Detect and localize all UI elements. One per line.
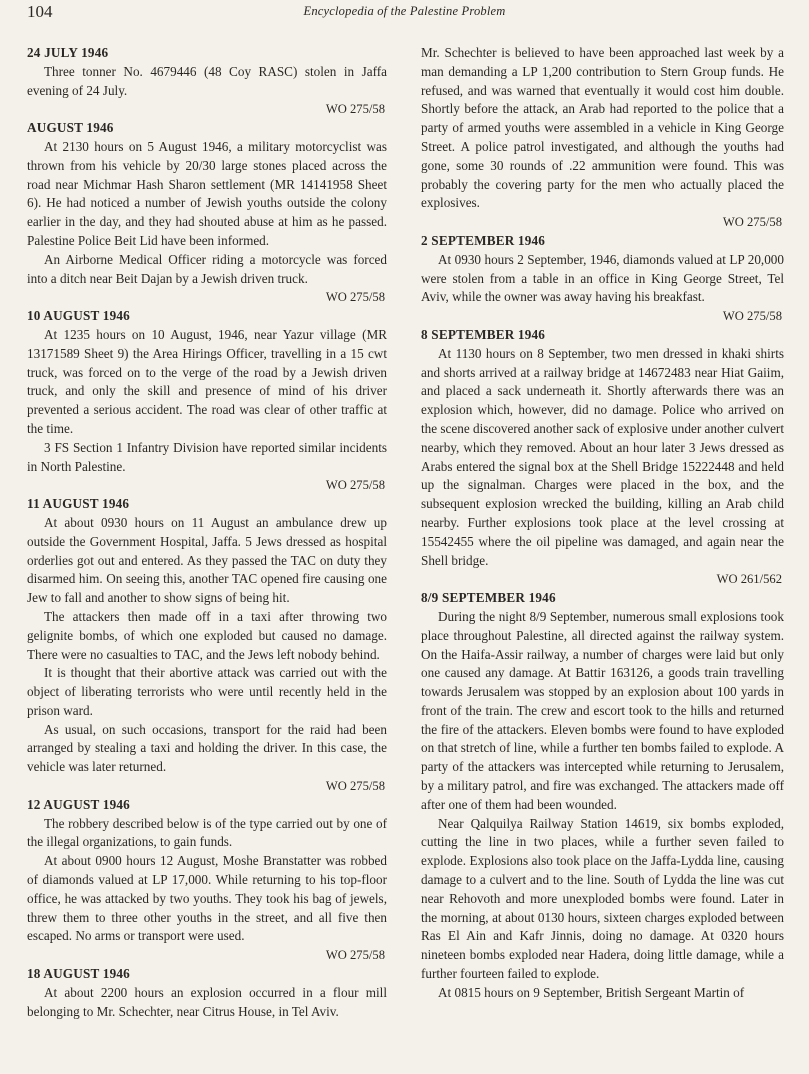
- entry-paragraph: 3 FS Section 1 Infantry Division have reported similar incidents in North Palestine.: [27, 439, 387, 474]
- entry: [27, 44, 387, 119]
- source-reference: WO 275/58: [325, 102, 385, 117]
- entry: [421, 589, 784, 1003]
- entry-heading: 24 JULY 1946: [27, 45, 109, 60]
- source-reference: WO 275/58: [325, 290, 385, 305]
- entry: [27, 965, 387, 1021]
- entry-paragraph: At about 0900 hours 12 August, Moshe Branstatter was robbed of diamonds valued at LP 17,000. While returning to his top-floor office, he was attacked by two youths. They took his bag of jewels, threw them to three other youths in the street, and all five then escaped. No arms or transport were used.: [27, 853, 387, 944]
- source-reference: WO 275/58: [722, 215, 782, 230]
- right-column: [421, 44, 784, 1003]
- source-reference: WO 261/562: [716, 572, 782, 587]
- entry-paragraph: The attackers then made off in a taxi after throwing two gelignite bombs, of which one exploded but caused no damage. There were no casualties to TAC, and the Jews left nobody behind.: [27, 608, 387, 662]
- entry-heading: 8/9 SEPTEMBER 1946: [421, 590, 556, 606]
- running-title: Encyclopedia of the Palestine Problem: [303, 4, 506, 18]
- page-header: [0, 0, 809, 30]
- entry-paragraph: Mr. Schechter is believed to have been approached last week by a man demanding a LP 1,200 contribution to Stern Group funds. He refused, and was warned that eventually it would cost him double. Shortly before the attack, an Arab had reported to the police that a party of armed youths were assembled in a vehicle in King George Street. A police patrol investigated, and although the youths had gone, some 30 rounds of .22 ammunition were found. This was probably the covering party for the men who actually placed the explosives.: [421, 45, 784, 211]
- entry-heading: 18 AUGUST 1946: [27, 966, 130, 982]
- page-number: 104: [27, 2, 53, 21]
- entry-heading: 8 SEPTEMBER 1946: [421, 326, 546, 342]
- entry-heading: AUGUST 1946: [27, 120, 114, 136]
- entry-paragraph: The robbery described below is of the type carried out by one of the illegal organizations, to gain funds.: [27, 815, 387, 850]
- entry-paragraph: At 1130 hours on 8 September, two men dressed in khaki shirts and shorts arrived at a railway bridge at 14672483 near Hiat Gaiim, and placed a sack underneath it. Shortly afterwards there was an explosion which, however, did no damage. Police who arrived on the scene discovered another sack of explosive under another culvert nearby, which they removed. About an hour later 3 Jews dressed as Arabs entered the signal box at the Shell Bridge 15222448 and held up the signalman. Charges were placed in the box, and the subsequent explosion wrecked the building, killing an Arab child nearby. Further explosions took place at the level crossing at 15542455 where the oil pipeline was damaged, and again near the Shell bridge.: [421, 345, 784, 568]
- entry-paragraph: At about 2200 hours an explosion occurred in a flour mill belonging to Mr. Schechter, near Citrus House, in Tel Aviv.: [27, 984, 387, 1019]
- entry-heading: 11 AUGUST 1946: [27, 496, 130, 512]
- entry-paragraph: At 0815 hours on 9 September, British Sergeant Martin of: [438, 984, 745, 1000]
- entry-paragraph: During the night 8/9 September, numerous small explosions took place throughout Palestine, all directed against the railway system. On the Haifa-Assir railway, a number of charges were laid but only one caused any damage. At Battir 163126, a goods train travelling towards Jerusalem was stopped by an explosion about 100 yards in front of the train. The crew and escort took to the hills and returned the fire of the attackers. Eleven bombs were found to have exploded on that stretch of line, while a further ten bombs failed to explode. A party of the attackers was intercepted while returning to Jerusalem, by a military patrol, and fire was exchanged. The attackers made off after one of them had been wounded.: [421, 608, 784, 812]
- entry-paragraph: At 0930 hours 2 September, 1946, diamonds valued at LP 20,000 were stolen from a table in an office in King George Street, Tel Aviv, while the owner was away having his breakfast.: [421, 251, 784, 305]
- entry: [27, 796, 387, 965]
- entry: [421, 44, 784, 232]
- entry: [421, 326, 784, 589]
- entry: [27, 119, 387, 307]
- left-column: [27, 44, 387, 1021]
- entry-paragraph: At 1235 hours on 10 August, 1946, near Yazur village (MR 13171589 Sheet 9) the Area Hirings Officer, travelling in a 15 cwt truck, was forced on to the verge of the road by a Jewish driven truck, and only the skill and presence of mind of his driver prevented a serious accident. The road was clear of other traffic at the time.: [27, 326, 387, 436]
- source-reference: WO 275/58: [325, 478, 385, 493]
- entry-heading: 12 AUGUST 1946: [27, 796, 130, 812]
- source-reference: WO 275/58: [722, 309, 782, 324]
- entry-paragraph: Near Qalquilya Railway Station 14619, six bombs exploded, cutting the line in two places, while a further seven failed to explode. Explosions also took place on the Jaffa-Lydda line, causing damage to a culvert and to the line. South of Lydda the line was cut near Rehovoth and more unexploded bombs were found. Later in the morning, at about 0130 hours, sixteen charges exploded between Ras El Ain and Kafr Jinnis, doing no damage. At 0320 hours nineteen bombs exploded near Hadera, doing little damage, while a further fourteen failed to explode.: [421, 815, 784, 982]
- entry-paragraph: Three tonner No. 4679446 (48 Coy RASC) stolen in Jaffa evening of 24 July.: [27, 63, 387, 98]
- entry-paragraph: An Airborne Medical Officer riding a motorcycle was forced into a ditch near Beit Dajan by a Jewish driven truck.: [27, 251, 387, 286]
- entry-paragraph: At 2130 hours on 5 August 1946, a military motorcyclist was thrown from his vehicle by 20/30 large stones placed across the road near Michmar Hash Sharon settlement (MR 14141958 Sheet 6). He had noticed a number of Jewish youths outside the colony earlier in the day, and they had shouted abuse at him as he passed. Palestine Police Beit Lid have been informed.: [27, 138, 387, 248]
- entry: [27, 307, 387, 495]
- entry: [27, 495, 387, 796]
- entry: [421, 232, 784, 326]
- entry-heading: 2 SEPTEMBER 1946: [421, 232, 546, 248]
- source-reference: WO 275/58: [325, 779, 385, 794]
- source-reference: WO 275/58: [325, 948, 385, 963]
- entry-paragraph: As usual, on such occasions, transport for the raid had been arranged by stealing a taxi and holding the driver. In this case, the vehicle was later returned.: [27, 721, 387, 775]
- entry-heading: 10 AUGUST 1946: [27, 308, 130, 324]
- entry-paragraph: It is thought that their abortive attack was carried out with the object of liberating terrorists who were until recently held in the prison ward.: [27, 665, 387, 718]
- entry-paragraph: At about 0930 hours on 11 August an ambulance drew up outside the Government Hospital, Jaffa. 5 Jews dressed as hospital orderlies got out and entered. As they passed the TAC on duty they disarmed him. On seeing this, another TAC opened fire causing one Jew to fall and another to show signs of being hit.: [27, 514, 387, 606]
